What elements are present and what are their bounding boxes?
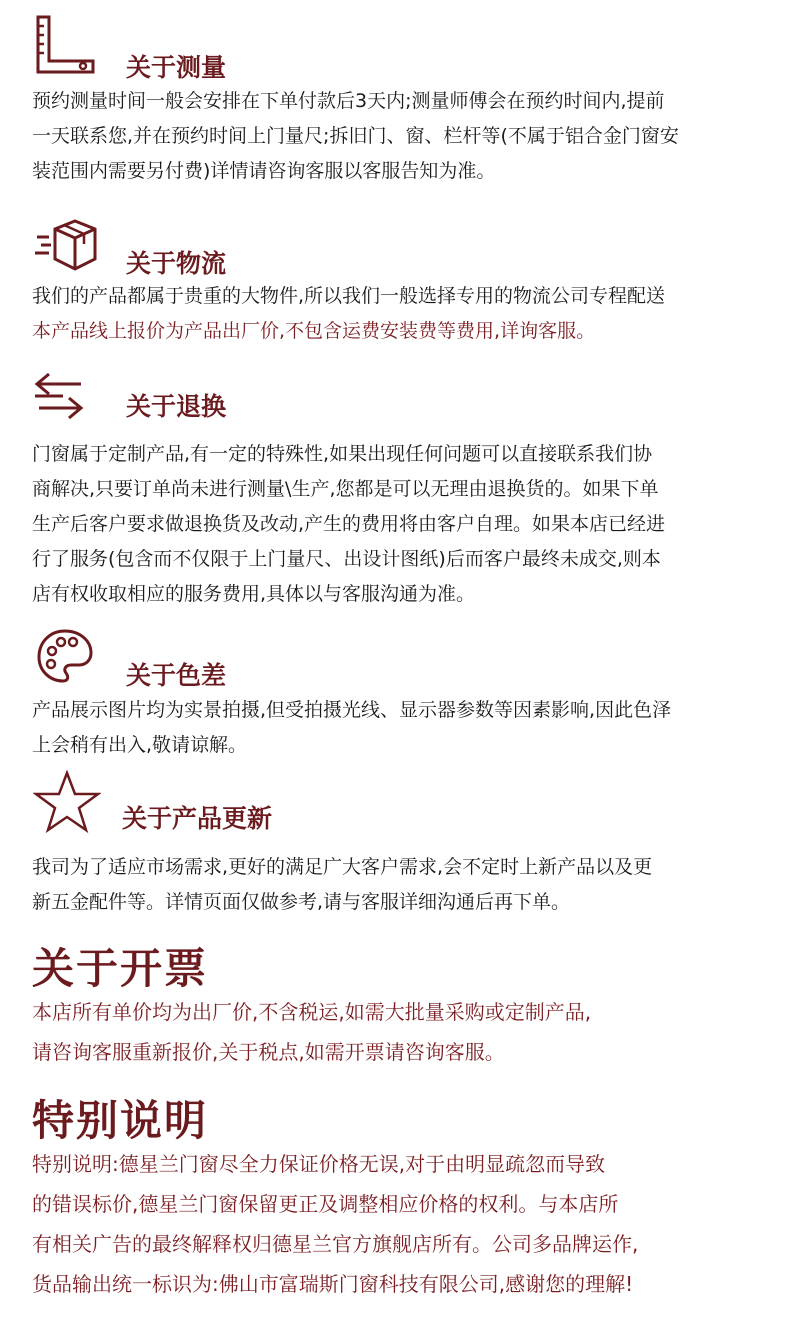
text-line: 行了服务(包含而不仅限于上门量尺、出设计图纸)后而客户最终未成交,则本 [32,548,661,570]
text-line: 预约测量时间一般会安排在下单付款后3天内;测量师傅会在预约时间内,提前 [32,90,665,112]
text-line: 产品展示图片均为实景拍摄,但受拍摄光线、显示器参数等因素影响,因此色泽 [32,699,672,721]
text-line: 店有权收取相应的服务费用,具体以与客服沟通为准。 [32,583,476,605]
section-title-update: 关于产品更新 [122,804,273,833]
special-text [32,1144,782,1304]
text-line: 商解决,只要订单尚未进行测量\生产,您都是可以无理由退换货的。如果下单 [32,478,659,500]
update-text [32,850,777,920]
color-text [32,693,777,763]
text-line: 我们的产品都属于贵重的大物件,所以我们一般选择专用的物流公司专程配送 [32,285,666,307]
text-line: 上会稍有出入,敬请谅解。 [32,734,248,756]
text-line: 生产后客户要求做退换货及改动,产生的费用将由客户自理。如果本店已经进 [32,513,666,535]
price-notice-line: 本产品线上报价为产品出厂价,不包含运费安装费等费用,详询客服。 [32,320,596,342]
text-line: 一天联系您,并在预约时间上门量尺;拆旧门、窗、栏杆等(不属于铝合金门窗安 [32,125,679,147]
invoice-text [32,992,782,1072]
text-line: 本店所有单价均为出厂价,不含税运,如需大批量采购或定制产品, [32,1000,592,1024]
logistics-text [32,279,777,349]
section-title-returns: 关于退换 [126,392,227,421]
text-line: 请咨询客服重新报价,关于税点,如需开票请咨询客服。 [32,1040,505,1064]
section-title-invoice: 关于开票 [32,944,209,993]
section-title-special: 特别说明 [32,1096,209,1145]
palette-icon [35,627,95,685]
package-delivery-icon [33,215,99,275]
exchange-arrows-icon [33,370,85,422]
section-title-logistics: 关于物流 [126,249,227,278]
ruler-icon [35,14,97,76]
text-line: 新五金配件等。详情页面仅做参考,请与客服详细沟通后再下单。 [32,891,571,913]
text-line: 的错误标价,德星兰门窗保留更正及调整相应价格的权利。与本店所 [32,1192,619,1216]
measure-text [32,84,777,189]
returns-text [32,437,777,612]
text-line: 门窗属于定制产品,有一定的特殊性,如果出现任何问题可以直接联系我们协 [32,443,653,465]
section-title-color: 关于色差 [126,661,227,690]
text-line: 我司为了适应市场需求,更好的满足广大客户需求,会不定时上新产品以及更 [32,856,653,878]
section-title-measure: 关于测量 [126,53,227,82]
text-line: 有相关广告的最终解释权归德星兰官方旗舰店所有。公司多品牌运作, [32,1232,639,1256]
text-line: 装范围内需要另付费)详情请咨询客服以客服告知为准。 [32,160,496,182]
text-line: 货品输出统一标识为:佛山市富瑞斯门窗科技有限公司,感谢您的理解! [32,1272,634,1296]
star-icon [33,770,101,834]
text-line: 特别说明:德星兰门窗尽全力保证价格无误,对于由明显疏忽而导致 [32,1152,606,1176]
